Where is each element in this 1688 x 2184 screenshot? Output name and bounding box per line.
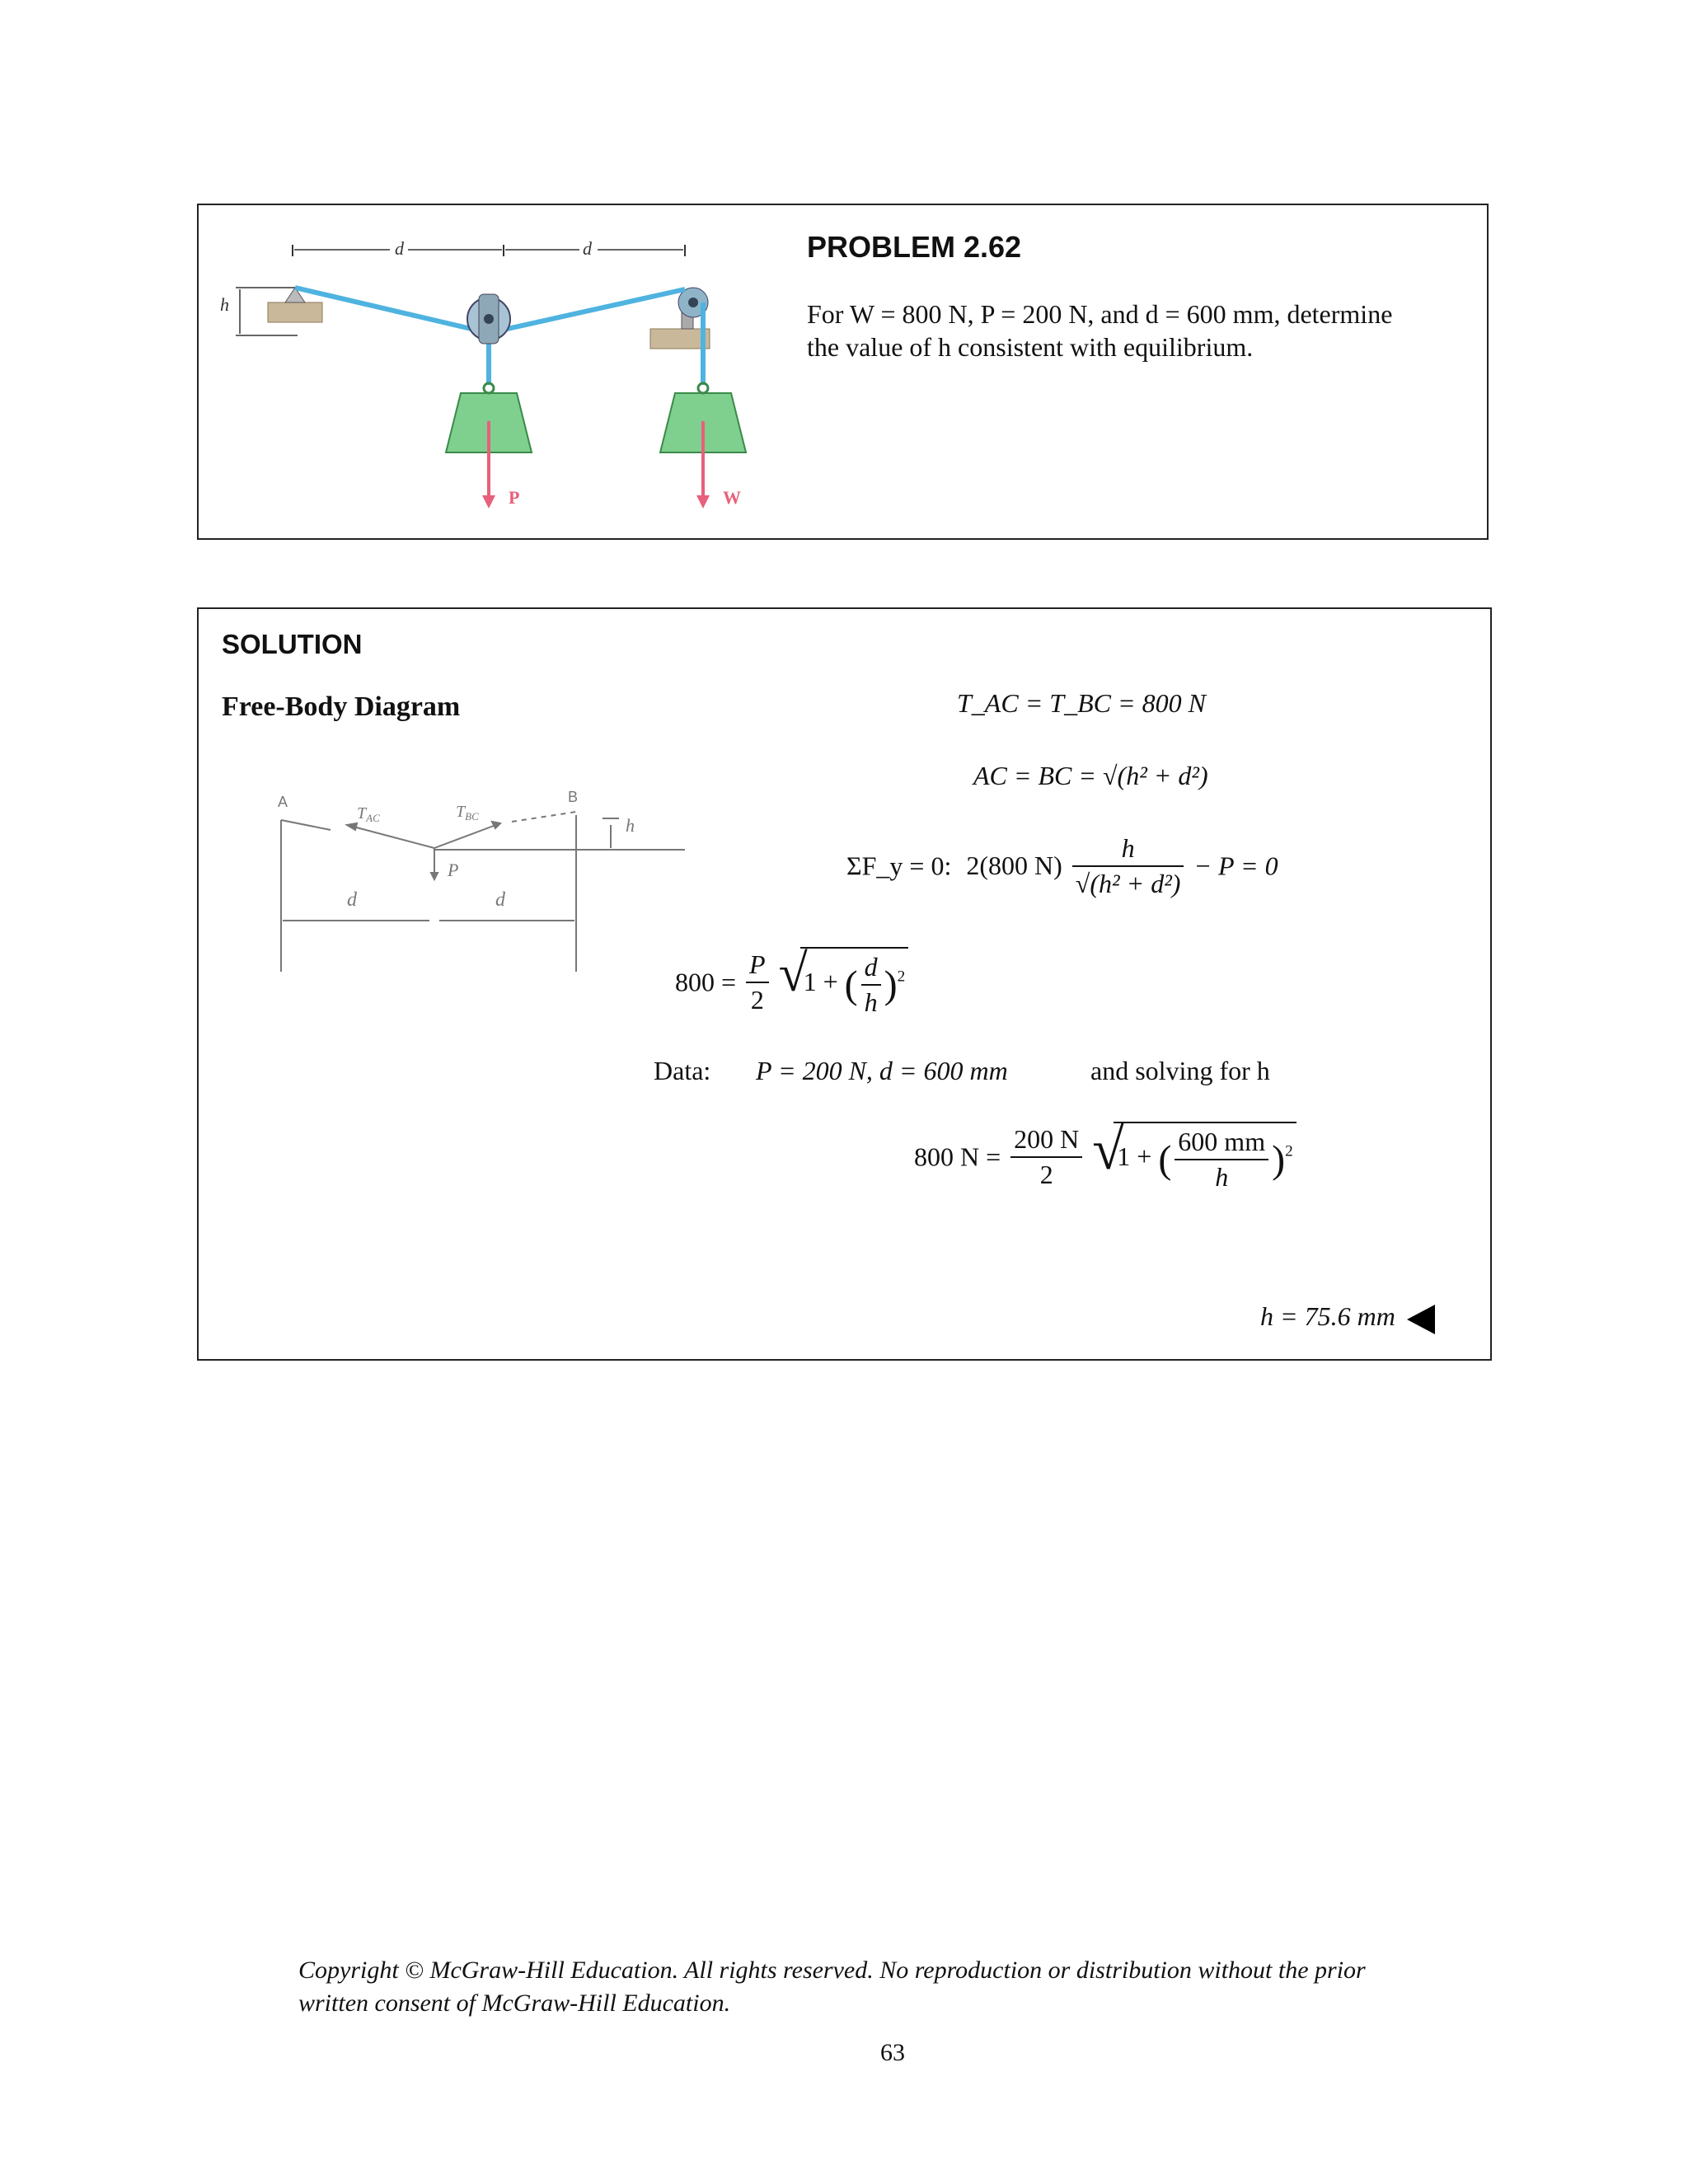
equation-equilibrium <box>846 833 1278 899</box>
eq5-sqrt: √ 1 + ( $\frac{600 mm}{h}$ )$^2$ <box>1092 1122 1296 1193</box>
eq4-fraction: $\frac{P}{2}$ <box>746 949 769 1015</box>
fbd-label-a: A <box>278 794 288 810</box>
dim-d-left-label: d <box>395 238 404 259</box>
equation-simplified <box>675 944 908 1018</box>
equation-substituted <box>914 1118 1296 1193</box>
fbd-label-tbc: T <box>456 803 466 821</box>
eq3-tail: − P = 0 <box>1193 851 1278 881</box>
fbd-label-h: h <box>626 815 635 836</box>
dim-d-right-label: d <box>583 238 592 259</box>
data-label: Data: <box>654 1056 711 1085</box>
page-number: 63 <box>880 2039 905 2066</box>
eq3-lhs: ΣF_y = 0: <box>846 851 952 881</box>
equation-lengths: AC = BC = √(h² + d²) <box>973 761 1208 790</box>
eq4-sqrt: √ 1 + ( $\frac{d}{h}$ )$^2$ <box>779 947 909 1018</box>
answer <box>1260 1301 1435 1334</box>
answer-text: h = 75.6 mm <box>1260 1301 1395 1331</box>
svg-text:TBC <box>456 803 479 823</box>
problem-figure <box>199 205 792 538</box>
eq5-lhs: 800 N = <box>914 1141 1001 1172</box>
problem-box <box>197 204 1489 540</box>
dim-h-label: h <box>220 294 229 315</box>
problem-text-line1: For W = 800 N, P = 200 N, and d = 600 mm, determine <box>807 299 1393 329</box>
eq5-num: 200 N <box>1010 1124 1082 1158</box>
eq4-lhs: 800 = <box>675 967 737 997</box>
load-w-label: W <box>723 487 741 508</box>
data-tail: and solving for h <box>1090 1056 1270 1085</box>
fbd-label-tac: T <box>357 804 367 823</box>
fbd-heading: Free-Body Diagram <box>222 691 461 722</box>
eq5-inner-num: 600 mm <box>1175 1127 1268 1160</box>
free-body-diagram <box>265 774 693 972</box>
load-p-label: P <box>509 487 520 508</box>
data-values: P = 200 N, d = 600 mm <box>756 1056 1008 1085</box>
eq5-inner-den: h <box>1215 1161 1229 1192</box>
svg-text:TAC <box>357 804 380 824</box>
solution-box <box>197 607 1492 1361</box>
answer-arrow-icon <box>1407 1305 1435 1334</box>
solution-title: SOLUTION <box>222 629 363 659</box>
equation-tensions: T_AC = T_BC = 800 N <box>957 688 1206 718</box>
problem-text-line2: the value of h consistent with equilibrium. <box>807 332 1254 362</box>
fbd-label-d-right: d <box>495 889 505 911</box>
fbd-label-b: B <box>568 789 579 805</box>
eq5-den: 2 <box>1039 1159 1053 1189</box>
copyright-line1: Copyright © McGraw-Hill Education. All rights reserved. No reproduction or distribution without the prior <box>298 1957 1366 1984</box>
eq3-rhs: 2(800 N) <box>966 851 1062 881</box>
copyright-line2: written consent of McGraw-Hill Education. <box>298 1990 731 2017</box>
problem-title: PROBLEM 2.62 <box>807 230 1022 264</box>
eq3-fraction: $\frac{h}{\text{√(h² + d²)}}$ <box>1072 833 1184 899</box>
fbd-label-d-left: d <box>347 889 357 911</box>
fbd-label-p: P <box>448 860 459 880</box>
eq5-fraction <box>1010 1124 1082 1190</box>
fbd-label-tbc-sub: BC <box>465 810 479 823</box>
fbd-label-tac-sub: AC <box>366 812 380 824</box>
